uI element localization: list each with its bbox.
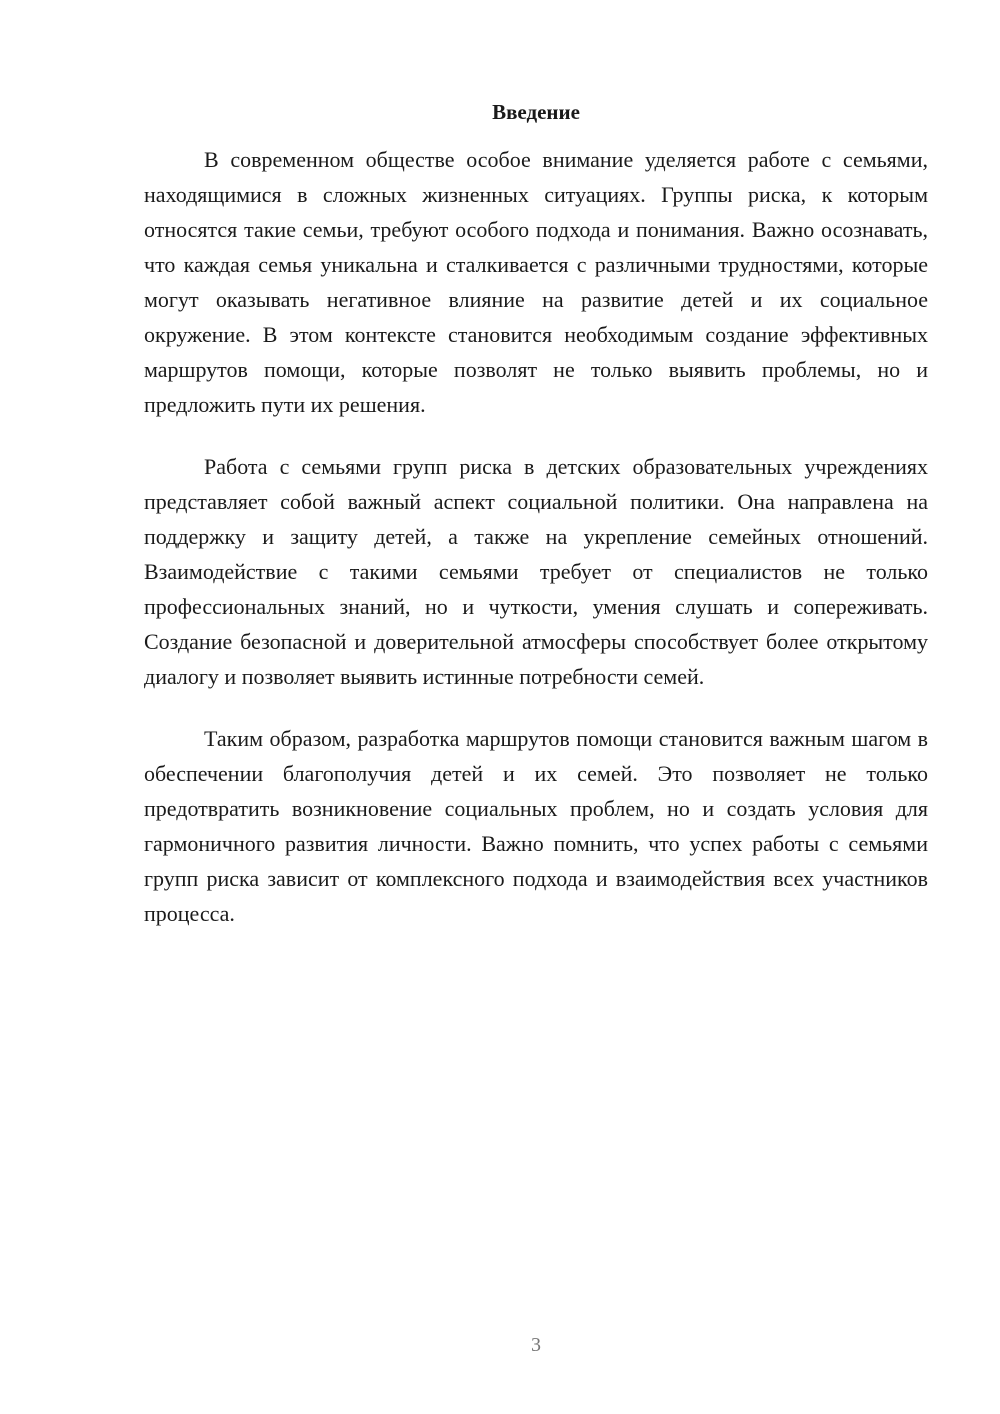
paragraph-3: Таким образом, разработка маршрутов помощи становится важным шагом в обеспечении благополучия детей и их семей. Это позволяет не только предотвратить возникновение социальных проблем, но и создать условия для гармоничного развития личности. Важно помнить, что успех работы с семьями групп риска зависит от комплексного подхода и взаимодействия всех участников процесса. (144, 726, 928, 926)
paragraph-1: В современном обществе особое внимание уделяется работе с семьями, находящимися в сложных жизненных ситуациях. Группы риска, к которым относятся такие семьи, требуют особого подхода и понимания. Важно осознавать, что каждая семья уникальна и сталкивается с различными трудностями, которые могут оказывать негативное влияние на развитие детей и их социальное окружение. В этом контексте становится необходимым создание эффективных маршрутов помощи, которые позволят не только выявить проблемы, но и предложить пути их решения. (144, 147, 928, 417)
paragraph-2: Работа с семьями групп риска в детских образовательных учреждениях представляет собой важный аспект социальной политики. Она направлена на поддержку и защиту детей, а также на укрепление семейных отношений. Взаимодействие с такими семьями требует от специалистов не только профессиональных знаний, но и чуткости, умения слушать и сопереживать. Создание безопасной и доверительной атмосферы способствует более открытому диалогу и позволяет выявить истинные потребности семей. (144, 454, 928, 689)
body-text (144, 142, 928, 958)
page-number: 3 (531, 1334, 541, 1356)
section-title: Введение (492, 100, 580, 124)
